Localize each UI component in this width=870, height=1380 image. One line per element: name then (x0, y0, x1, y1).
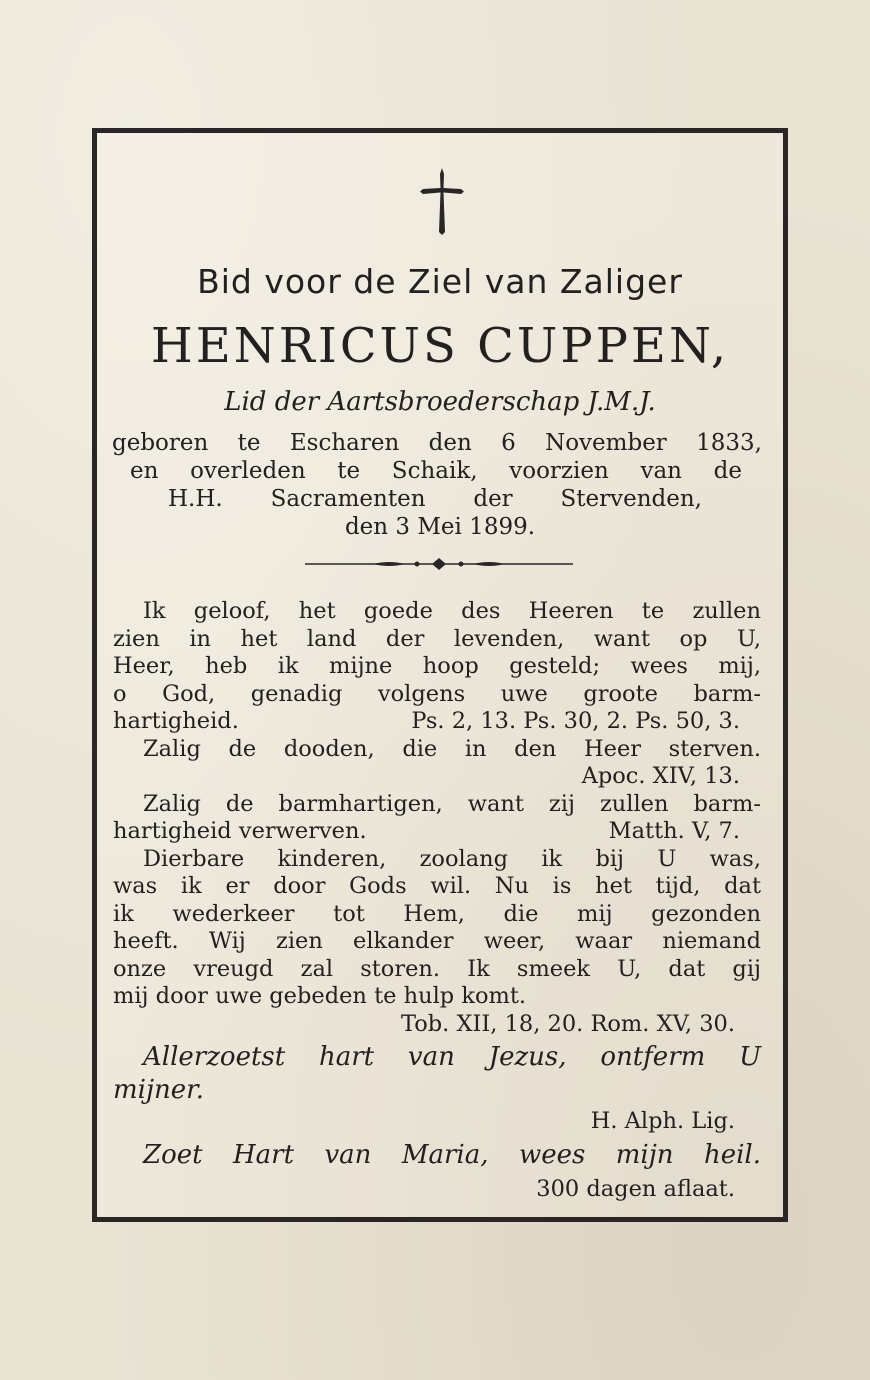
membership-line: Lid der Aartsbroederschap J.M.J. (224, 387, 656, 417)
bio-line: en overleden te Schaik, voorzien van de (130, 458, 742, 484)
bio-line: den 3 Mei 1899. (344, 514, 536, 540)
prayer-heading: Bid voor de Ziel van Zaliger (197, 262, 683, 301)
verse-line: Ik geloof, het goede des Heeren te zullen (143, 598, 761, 624)
verse-reference: Apoc. XIV, 13. (581, 763, 740, 789)
verse-line: Zalig de barmhartigen, want zij zullen barm- (143, 791, 761, 817)
verse-line: zien in het land der levenden, want op U, (113, 626, 761, 652)
verse-reference: Ps. 2, 13. Ps. 30, 2. Ps. 50, 3. (411, 708, 740, 734)
invocation-line: Allerzoetst hart van Jezus, ontferm U (143, 1042, 761, 1072)
verse-reference: Matth. V, 7. (608, 818, 740, 844)
verse-line: o God, genadig volgens uwe groote barm- (113, 681, 761, 707)
bio-line: geboren te Escharen den 6 November 1833, (112, 430, 762, 456)
bio-line: H.H. Sacramenten der Stervenden, (168, 486, 702, 512)
verse-line: onze vreugd zal storen. Ik smeek U, dat gij (113, 956, 761, 982)
indulgence-note: 300 dagen aflaat. (536, 1176, 735, 1202)
verse-line: Zalig de dooden, die in den Heer sterven. (143, 736, 761, 762)
verse-line: Dierbare kinderen, zoolang ik bij U was, (143, 846, 761, 872)
verse-line: ik wederkeer tot Hem, die mij gezonden (113, 901, 761, 927)
verse-reference: Tob. XII, 18, 20. Rom. XV, 30. (400, 1011, 735, 1037)
invocation-line: Zoet Hart van Maria, wees mijn heil. (143, 1140, 761, 1170)
ornament-divider (305, 554, 573, 574)
cross-icon (419, 166, 465, 236)
verse-line: was ik er door Gods wil. Nu is het tijd, dat (113, 873, 761, 899)
verse-line: heeft. Wij zien elkander weer, waar niemand (113, 928, 761, 954)
invocation-line: mijner. (113, 1075, 204, 1105)
verse-line: hartigheid. (113, 708, 239, 734)
deceased-name: HENRICUS CUPPEN, (150, 318, 730, 374)
verse-line: Heer, heb ik mijne hoop gesteld; wees mij, (113, 653, 761, 679)
verse-line: hartigheid verwerven. (113, 818, 367, 844)
verse-reference: H. Alph. Lig. (590, 1108, 735, 1134)
verse-line: mij door uwe gebeden te hulp komt. (113, 983, 527, 1009)
